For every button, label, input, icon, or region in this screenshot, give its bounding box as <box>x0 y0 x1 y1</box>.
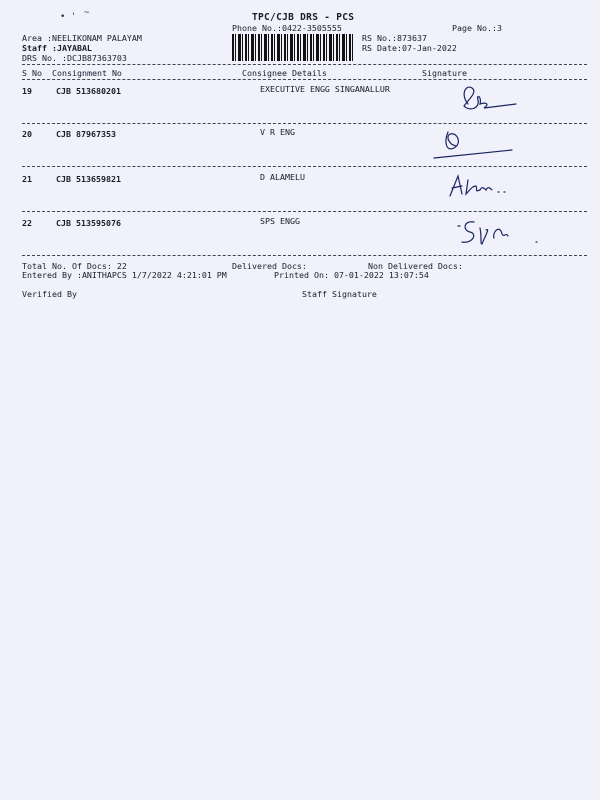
barcode <box>232 34 354 61</box>
row-sno: 20 <box>22 129 32 139</box>
rs-number: RS No.:873637 <box>362 33 427 43</box>
row-consignee: V R ENG <box>260 127 295 137</box>
divider <box>22 166 587 167</box>
row-consignment: CJB 87967353 <box>56 129 116 139</box>
divider <box>22 211 587 212</box>
document-title: TPC/CJB DRS - PCS <box>252 12 355 23</box>
rs-date: RS Date:07-Jan-2022 <box>362 43 457 53</box>
scan-mark: ~ <box>84 8 90 18</box>
row-consignee: D ALAMELU <box>260 172 305 182</box>
row-sno: 21 <box>22 174 32 184</box>
divider <box>22 64 587 65</box>
row-consignment: CJB 513595076 <box>56 218 121 228</box>
row-consignment: CJB 513680201 <box>56 86 121 96</box>
divider <box>22 255 587 256</box>
col-header-sno: S No <box>22 68 42 78</box>
col-header-consignee: Consignee Details <box>242 68 327 78</box>
non-delivered-docs: Non Delivered Docs: <box>368 261 463 271</box>
page-number: Page No.:3 <box>452 23 502 33</box>
col-header-signature: Signature <box>422 68 467 78</box>
signature-mark <box>456 82 526 118</box>
row-consignee: EXECUTIVE ENGG SINGANALLUR <box>260 84 390 94</box>
entered-by: Entered By :ANITHAPCS 1/7/2022 4:21:01 PM <box>22 270 227 280</box>
delivered-docs: Delivered Docs: <box>232 261 307 271</box>
drs-number: DRS No. :DCJB87363703 <box>22 53 127 63</box>
row-sno: 19 <box>22 86 32 96</box>
signature-mark <box>428 124 518 164</box>
total-docs: Total No. Of Docs: 22 <box>22 261 127 271</box>
row-consignment: CJB 513659821 <box>56 174 121 184</box>
staff-field: Staff :JAYABAL <box>22 43 92 53</box>
verified-by-label: Verified By <box>22 289 77 299</box>
printed-on: Printed On: 07-01-2022 13:07:54 <box>274 270 429 280</box>
staff-signature-label: Staff Signature <box>302 289 377 299</box>
row-sno: 22 <box>22 218 32 228</box>
phone-number: Phone No.:0422-3505555 <box>232 23 342 33</box>
divider <box>22 79 587 80</box>
row-consignee: SPS ENGG <box>260 216 300 226</box>
signature-mark <box>446 172 512 202</box>
scan-mark: • ' <box>60 12 77 22</box>
col-header-consignment: Consignment No <box>52 68 122 78</box>
area-field: Area :NEELIKONAM PALAYAM <box>22 33 142 43</box>
signature-mark <box>450 214 550 250</box>
